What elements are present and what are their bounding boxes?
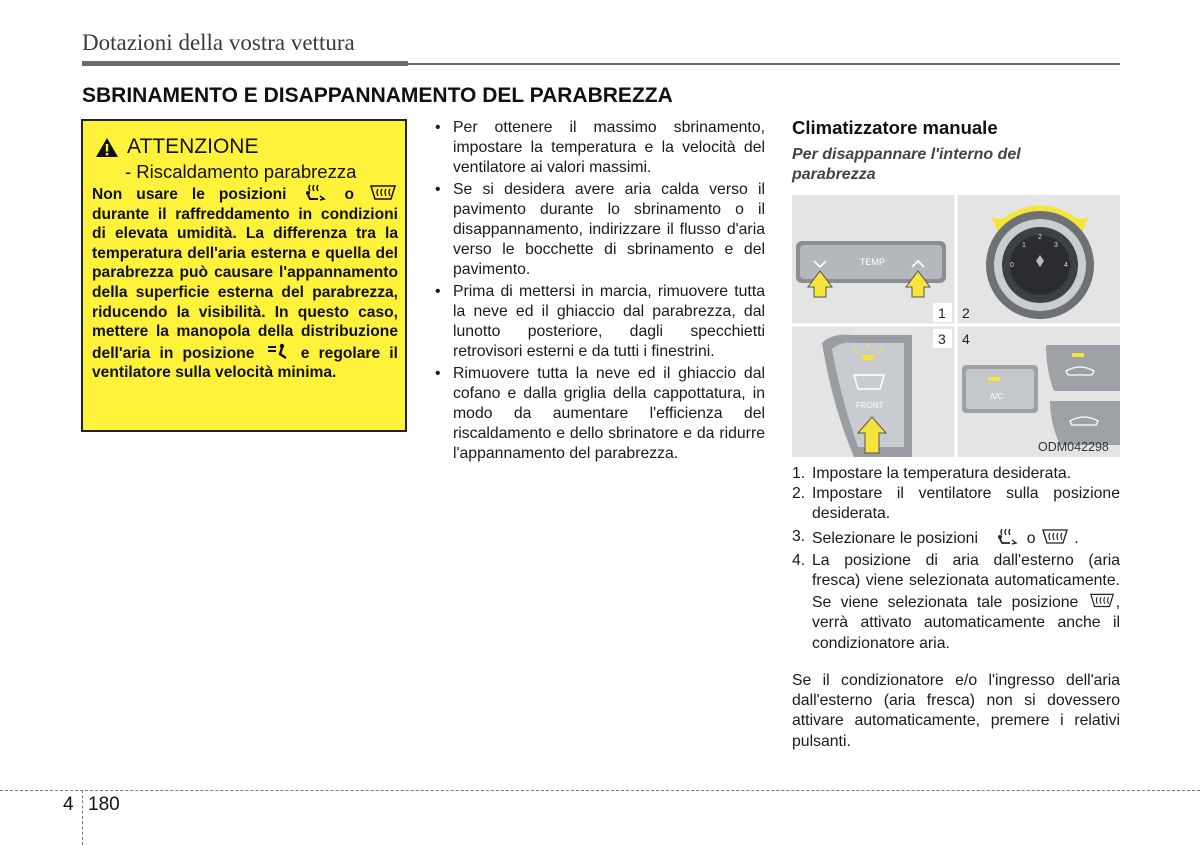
dial-number: 1 [1022, 242, 1026, 249]
defrost-windshield-icon [1088, 591, 1116, 609]
step-number: 2. [792, 485, 806, 503]
warning-title: ATTENZIONE [127, 135, 259, 158]
ac-label: A/C [990, 392, 1004, 401]
dial-number: 0 [1010, 262, 1014, 269]
step-text-or: o [1026, 529, 1036, 547]
warning-text-part-1: Non usare le posizioni [92, 186, 287, 203]
air-face-icon [264, 342, 292, 360]
defrost-floor-icon [992, 527, 1022, 545]
warning-subtitle: - Riscaldamento parabrezza [125, 161, 357, 182]
step-text: La posizione di aria dall'esterno (aria fresca) viene selezionata automaticamente. Se viene selezionata tale posizione [812, 551, 1120, 612]
warning-text-part-2: durante il raffreddamento in condizioni di elevata umidità. La differenza tra la temperatura dell'aria esterna e quella del parabrezza può causare l'appannamento della superficie esterna del parabrezza, riducendo la visibilità. In questo caso, mettere la manopola della distribuzione dell'aria in posizione [92, 205, 398, 362]
warning-text-or: o [344, 186, 354, 203]
step-item [792, 551, 1120, 654]
panel-number: 3 [938, 331, 946, 347]
step-number: 3. [792, 527, 806, 545]
dial-number: 3 [1054, 242, 1058, 249]
bullet-list-column [432, 118, 765, 466]
step-item [792, 464, 1120, 484]
step-item [792, 484, 1120, 524]
defrost-windshield-icon [368, 183, 398, 201]
closing-paragraph: Se il condizionatore e/o l'ingresso dell'aria dall'esterno (aria fresca) non si dovessero attivare automaticamente, premere i relativi pulsanti. [792, 672, 1120, 750]
footer-divider [82, 790, 83, 845]
header-rule-thick [82, 61, 408, 66]
defrost-floor-icon [300, 183, 330, 201]
chapter-number: 4 [63, 794, 74, 815]
bullet-item: • Per ottenere il massimo sbrinamento, impostare la temperatura e la velocità del ventilatore ai valori massimi. [432, 118, 765, 178]
header-rule-thin [408, 63, 1120, 65]
footer-rule [0, 790, 1200, 791]
warning-box [81, 119, 407, 432]
warning-triangle-icon [95, 137, 119, 158]
warning-header [95, 135, 258, 159]
page-number: 180 [88, 794, 120, 815]
step-text: Impostare la temperatura desiderata. [812, 465, 1072, 482]
section-title: SBRINAMENTO E DISAPPANNAMENTO DEL PARABREZZA [82, 84, 673, 107]
front-label: FRONT [856, 401, 884, 410]
page-header-title: Dotazioni della vostra vettura [82, 30, 355, 55]
panel-number: 1 [938, 305, 946, 321]
step-text: Impostare il ventilatore sulla posizione desiderata. [812, 485, 1120, 523]
step-number: 1. [792, 465, 806, 482]
defrost-windshield-icon [1040, 527, 1070, 545]
subsection-heading: Climatizzatore manuale [792, 117, 998, 138]
bullet-list [432, 118, 765, 464]
step-number: 4. [792, 551, 806, 569]
bullet-item: • Rimuovere tutta la neve ed il ghiaccio dal cofano e dalla griglia della cappottatura, in modo da aumentare l'efficienza del riscaldamento e dello sbrinatore e da ridurre l'appannamento del parabrezza. [432, 364, 765, 464]
panel-number: 2 [962, 305, 970, 321]
panel-number: 4 [962, 331, 970, 347]
climate-control-illustration [792, 195, 1120, 457]
step-text-end: . [1074, 529, 1079, 547]
subsection-subheading: Per disappannare l'interno del parabrezza [792, 146, 1021, 183]
dial-number: 4 [1064, 262, 1068, 269]
bullet-item: • Prima di mettersi in marcia, rimuovere tutta la neve ed il ghiaccio dal parabrezza, dal lunotto posteriore, dagli specchietti retrovisori esterni e da tutti i finestrini. [432, 282, 765, 362]
figure-code: ODM042298 [1038, 440, 1109, 454]
step-text-end: , verrà attivato automaticamente anche il condizionatore aria. [812, 594, 1120, 652]
step-item [792, 527, 1120, 549]
climate-control-figure [792, 195, 1120, 457]
bullet-item: • Se si desidera avere aria calda verso il pavimento durante lo sbrinamento o il disappannamento, indirizzare il flusso d'aria verso le bocchette di sbrinamento e del pavimento. [432, 180, 765, 280]
warning-text-part-3: e regolare il ventilatore sulla velocità minima. [92, 344, 398, 382]
dial-number: 2 [1038, 234, 1042, 241]
temp-label: TEMP [860, 257, 886, 267]
step-text: Selezionare le posizioni [812, 529, 978, 547]
steps-list [792, 464, 1120, 654]
warning-text [92, 183, 398, 383]
